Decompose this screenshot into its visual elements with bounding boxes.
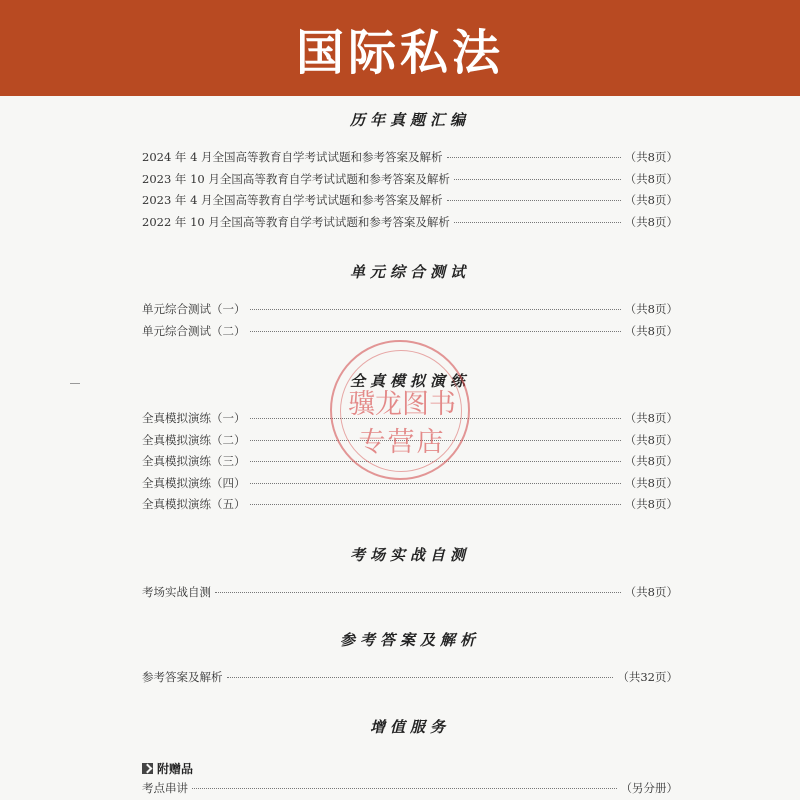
shop-stamp-watermark [330, 340, 470, 480]
entry-pages: （共8页） [624, 454, 678, 468]
entry-label: 2022 年 10 月全国高等教育自学考试试题和参考答案及解析 [142, 214, 450, 229]
leader-dots [250, 309, 621, 310]
entry-pages: （共8页） [624, 171, 678, 186]
stamp-text-shop-name: 骥龙图书 [348, 389, 456, 420]
entry-label: 考场实战自测 [142, 585, 211, 599]
toc-entry[interactable] [142, 169, 678, 191]
section-answers [142, 629, 678, 689]
toc-entry[interactable] [142, 299, 678, 321]
toc-entry[interactable] [142, 582, 678, 604]
entry-pages: （共8页） [624, 323, 678, 338]
entry-label: 考点串讲 [142, 781, 188, 795]
section-title: 全真模拟演练 [349, 372, 470, 390]
gift-subheading-label: 附赠品 [157, 761, 194, 776]
entry-pages: （共8页） [624, 411, 678, 425]
leader-dots [250, 331, 621, 332]
entry-label: 全真模拟演练（二） [142, 432, 246, 447]
toc-entry[interactable] [142, 321, 678, 343]
leader-dots [192, 788, 617, 789]
book-title: 国际私法 [295, 24, 504, 81]
edge-mark [70, 383, 80, 384]
entry-pages: （共8页） [624, 497, 678, 511]
entry-pages: （共8页） [624, 214, 678, 229]
entry-label: 参考答案及解析 [142, 670, 223, 684]
entry-pages: （另分册） [620, 781, 678, 795]
section-title: 参考答案及解析 [339, 631, 480, 649]
section-title: 历年真题汇编 [349, 111, 470, 129]
stamp-text-store-type: 专营店 [358, 427, 446, 458]
leader-dots [454, 222, 621, 223]
toc-entry[interactable] [142, 778, 678, 800]
section-unit-tests [142, 261, 678, 342]
leader-dots [447, 157, 621, 158]
section-past-exams [142, 109, 678, 233]
section-value-added [142, 716, 678, 800]
entry-pages: （共8页） [624, 193, 678, 207]
entry-pages: （共8页） [624, 585, 678, 599]
entry-label: 全真模拟演练（四） [142, 475, 246, 490]
entry-label: 2023 年 10 月全国高等教育自学考试试题和参考答案及解析 [142, 171, 450, 186]
section-exam-practice [142, 544, 678, 604]
toc-entry[interactable] [142, 212, 678, 234]
section-title: 增值服务 [369, 718, 450, 736]
entry-pages: （共32页） [617, 670, 678, 684]
entry-label: 全真模拟演练（三） [142, 454, 246, 468]
toc-entry[interactable] [142, 494, 678, 516]
toc-entry[interactable] [142, 190, 678, 212]
leader-dots [447, 200, 621, 201]
section-title: 单元综合测试 [349, 263, 470, 281]
entry-label: 2023 年 4 月全国高等教育自学考试试题和参考答案及解析 [142, 193, 443, 207]
gift-subheading [142, 758, 678, 778]
entry-label: 全真模拟演练（一） [142, 411, 246, 425]
entry-pages: （共8页） [624, 475, 678, 490]
leader-dots [227, 677, 614, 678]
entry-pages: （共8页） [624, 432, 678, 447]
entry-pages: （共8页） [624, 302, 678, 316]
leader-dots [215, 592, 621, 593]
toc-entry[interactable] [142, 147, 678, 169]
checkbox-icon [142, 763, 153, 774]
section-title: 考场实战自测 [349, 546, 470, 564]
leader-dots [250, 483, 621, 484]
entry-label: 单元综合测试（二） [142, 323, 246, 338]
toc-entry[interactable] [142, 667, 678, 689]
title-banner [0, 0, 800, 96]
entry-label: 单元综合测试（一） [142, 302, 246, 316]
entry-label: 全真模拟演练（五） [142, 497, 246, 511]
entry-pages: （共8页） [624, 150, 678, 164]
entry-label: 2024 年 4 月全国高等教育自学考试试题和参考答案及解析 [142, 150, 443, 164]
leader-dots [454, 179, 621, 180]
leader-dots [250, 504, 621, 505]
